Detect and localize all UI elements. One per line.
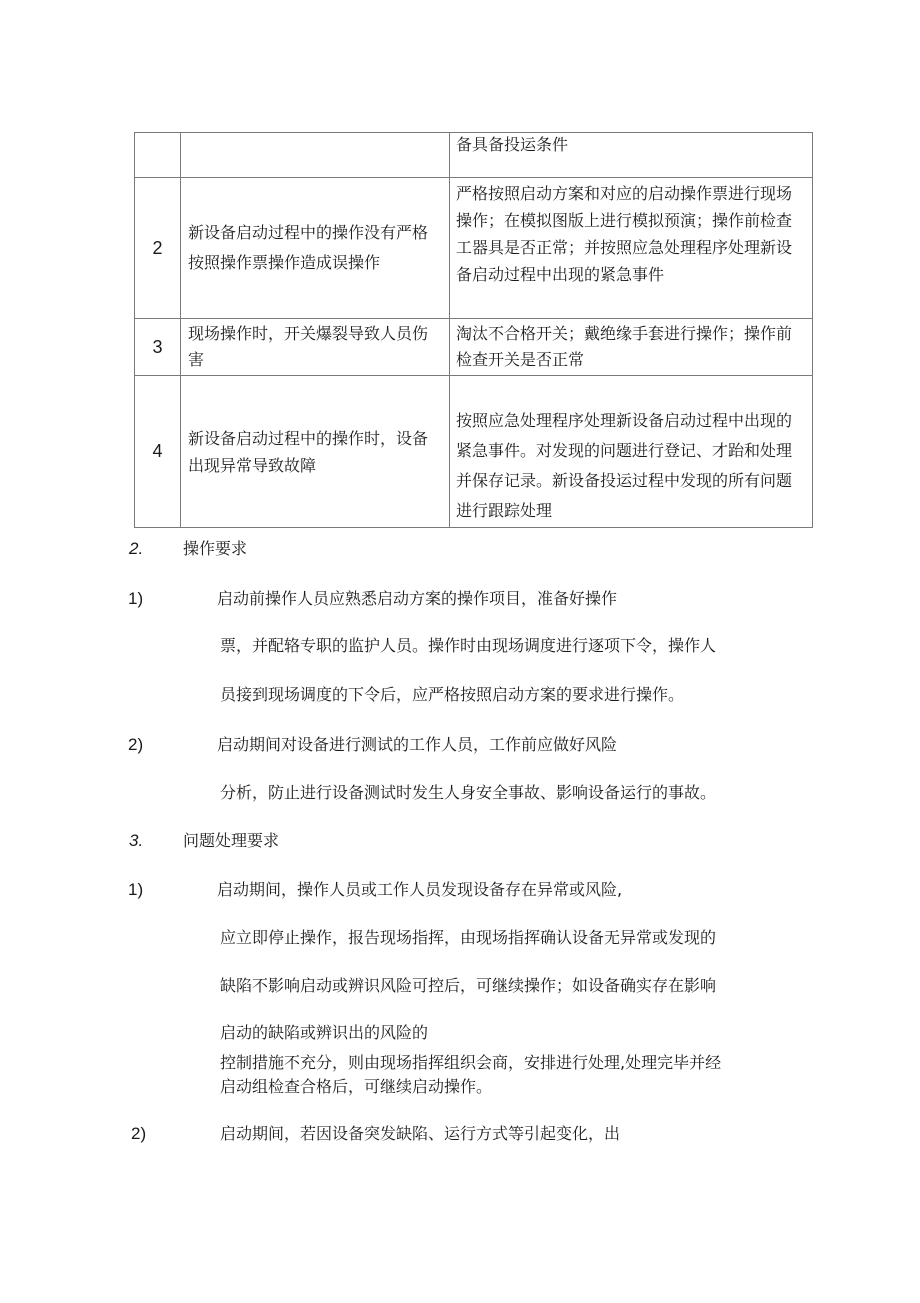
control-measure: 严格按照启动方案和对应的启动操作票进行现场操作；在模拟图版上进行模拟预演；操作前检查工器具是否正常；并按照应急处理程序处理新设备启动过程中出现的紧急事件 — [450, 178, 813, 319]
row-number: 3 — [135, 319, 181, 376]
item-number: 1) — [128, 880, 144, 899]
section-number: 2. — [129, 539, 144, 558]
row-number — [135, 133, 181, 178]
section-title: 问题处理要求 — [183, 831, 280, 850]
risk-description: 现场操作时，开关爆裂导致人员伤害 — [181, 319, 450, 376]
control-measure: 按照应急处理程序处理新设备启动过程中出现的紧急事件。对发现的问题进行登记、才跆和处理并保存记录。新设备投运过程中发现的所有问题进行跟踪处理 — [450, 376, 813, 528]
paragraph-line: 启动组检查合格后，可继续启动操作。 — [220, 1077, 493, 1096]
paragraph-line: 控制措施不充分，则由现场指挥组织会商，安排进行处理,处理完毕并经 — [220, 1053, 722, 1072]
item-number: 1) — [128, 589, 144, 608]
paragraph-line: 票，并配辂专职的监护人员。操作时由现场调度进行逐项下令，操作人 — [220, 636, 717, 655]
risk-description: 新设备启动过程中的操作没有严格按照操作票操作造成误操作 — [181, 178, 450, 319]
item-number: 2) — [131, 1124, 147, 1143]
risk-description: 新设备启动过程中的操作时，设备出现异常导致故障 — [181, 376, 450, 528]
paragraph-line: 员接到现场调度的下令后，应严格按照启动方案的要求进行操作。 — [220, 685, 685, 704]
table-row — [135, 133, 813, 178]
paragraph-line: 缺陷不影响启动或辨识风险可控后，可继续操作；如设备确实存在影响 — [220, 976, 717, 995]
paragraph-line: 应立即停止操作，报告现场指挥，由现场指挥确认设备无异常或发现的 — [220, 928, 717, 947]
risk-table — [134, 132, 813, 528]
paragraph-line: 启动期间对设备进行测试的工作人员，工作前应做好风险 — [217, 735, 618, 754]
paragraph-line: 启动期间，操作人员或工作人员发现设备存在异常或风险, — [217, 880, 623, 899]
table-row — [135, 178, 813, 319]
row-number: 4 — [135, 376, 181, 528]
row-number: 2 — [135, 178, 181, 319]
section-title: 操作要求 — [183, 539, 248, 558]
paragraph-line: 启动前操作人员应熟悉启动方案的操作项目，准备好操作 — [217, 589, 618, 608]
table-row — [135, 319, 813, 376]
control-measure: 淘汰不合格开关；戴绝缘手套进行操作；操作前检查开关是否正常 — [450, 319, 813, 376]
control-measure: 备具备投运条件 — [450, 133, 813, 178]
section-number: 3. — [129, 831, 144, 850]
paragraph-line: 分析，防止进行设备测试时发生人身安全事故、影响设备运行的事故。 — [220, 783, 717, 802]
paragraph-line: 启动期间，若因设备突发缺陷、运行方式等引起变化，出 — [220, 1124, 621, 1143]
table-row — [135, 376, 813, 528]
item-number: 2) — [128, 735, 144, 754]
risk-description — [181, 133, 450, 178]
paragraph-line: 启动的缺陷或辨识出的风险的 — [220, 1023, 429, 1042]
